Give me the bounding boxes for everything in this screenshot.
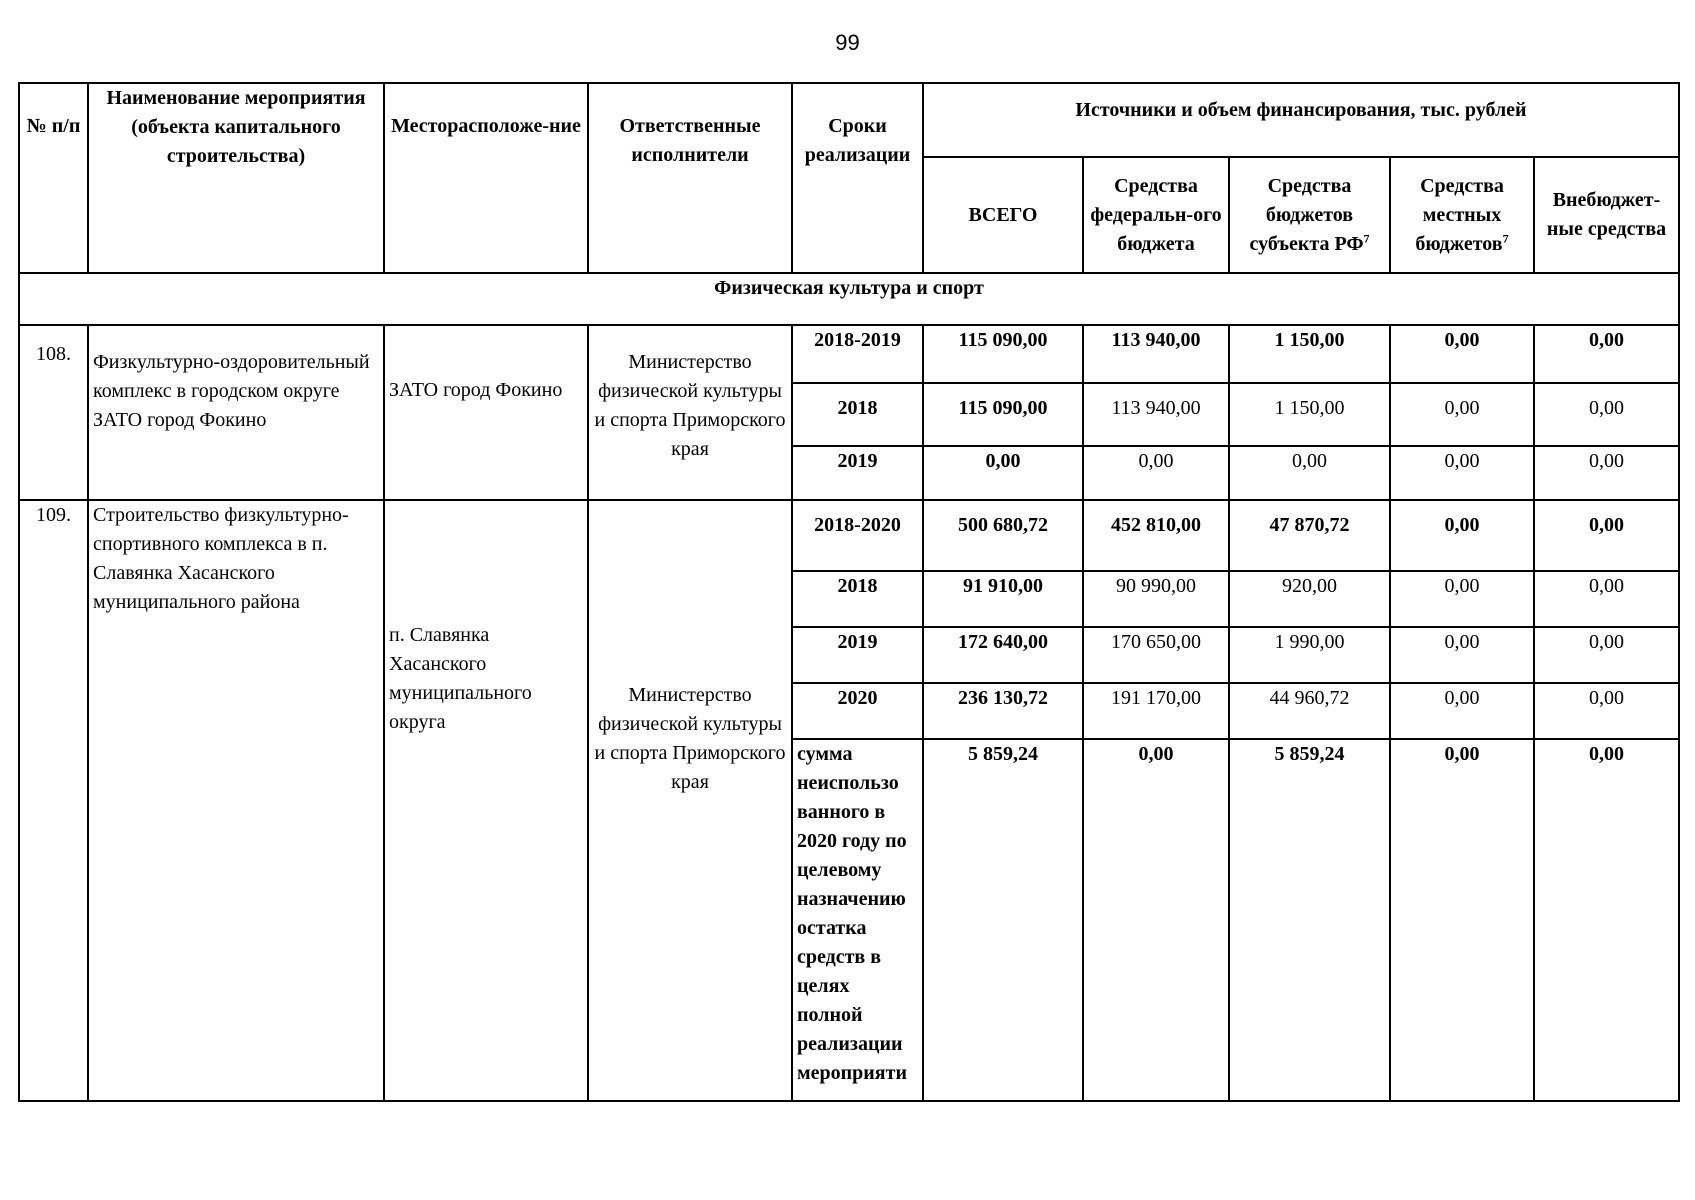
period: 2019 [792, 446, 923, 500]
regional-value: 44 960,72 [1229, 683, 1390, 739]
total-value: 91 910,00 [923, 571, 1083, 627]
extra-value: 0,00 [1534, 683, 1679, 739]
federal-value: 113 940,00 [1083, 383, 1229, 446]
financing-table [18, 82, 1680, 1102]
period: 2018-2019 [792, 325, 923, 383]
event-name: Физкультурно-оздоровительный комплекс в городском округе ЗАТО город Фокино [88, 325, 384, 500]
header-executors: Ответственные исполнители [588, 83, 792, 273]
extra-value: 0,00 [1534, 500, 1679, 571]
local-value: 0,00 [1390, 325, 1534, 383]
federal-value: 90 990,00 [1083, 571, 1229, 627]
event-executor: Министерство физической культуры и спорта Приморского края [588, 500, 792, 1101]
table-row [19, 500, 1679, 571]
local-value: 0,00 [1390, 739, 1534, 1101]
section-title: Физическая культура и спорт [19, 273, 1679, 325]
period: 2018 [792, 383, 923, 446]
header-extra: Внебюджет-ные средства [1534, 157, 1679, 273]
extra-value: 0,00 [1534, 325, 1679, 383]
header-financing: Источники и объем финансирования, тыс. рублей [923, 83, 1679, 157]
period-note: сумма неиспользо ванного в 2020 году по целевому назначению остатка средств в целях полной реализации мероприяти [792, 739, 923, 1101]
header-row-1 [19, 83, 1679, 157]
footnote-marker: 7 [1363, 230, 1370, 245]
event-executor: Министерство физической культуры и спорта Приморского края [588, 325, 792, 500]
federal-value: 0,00 [1083, 739, 1229, 1101]
local-value: 0,00 [1390, 571, 1534, 627]
table-row [19, 325, 1679, 383]
header-federal: Средства федеральн-ого бюджета [1083, 157, 1229, 273]
local-value: 0,00 [1390, 500, 1534, 571]
total-value: 0,00 [923, 446, 1083, 500]
event-location: ЗАТО город Фокино [384, 325, 588, 500]
total-value: 172 640,00 [923, 627, 1083, 683]
regional-value: 1 150,00 [1229, 325, 1390, 383]
header-location: Месторасположе-ние [384, 83, 588, 273]
regional-value: 1 150,00 [1229, 383, 1390, 446]
total-value: 115 090,00 [923, 325, 1083, 383]
period: 2018 [792, 571, 923, 627]
total-value: 5 859,24 [923, 739, 1083, 1101]
federal-value: 0,00 [1083, 446, 1229, 500]
federal-value: 191 170,00 [1083, 683, 1229, 739]
total-value: 236 130,72 [923, 683, 1083, 739]
header-total: ВСЕГО [923, 157, 1083, 273]
header-period: Сроки реализации [792, 83, 923, 273]
federal-value: 170 650,00 [1083, 627, 1229, 683]
local-value: 0,00 [1390, 446, 1534, 500]
extra-value: 0,00 [1534, 739, 1679, 1101]
regional-value: 920,00 [1229, 571, 1390, 627]
local-value: 0,00 [1390, 383, 1534, 446]
federal-value: 113 940,00 [1083, 325, 1229, 383]
extra-value: 0,00 [1534, 446, 1679, 500]
page-number: 99 [835, 30, 860, 55]
federal-value: 452 810,00 [1083, 500, 1229, 571]
header-num: № п/п [19, 83, 88, 273]
period: 2019 [792, 627, 923, 683]
local-value: 0,00 [1390, 627, 1534, 683]
event-name: Строительство физкультурно-спортивного комплекса в п. Славянка Хасанского муниципального района [88, 500, 384, 1101]
header-name: Наименование мероприятия (объекта капитального строительства) [88, 83, 384, 273]
footnote-marker: 7 [1502, 230, 1509, 245]
local-value: 0,00 [1390, 683, 1534, 739]
header-regional: Средства бюджетов субъекта $РФ^7$ [1229, 157, 1390, 273]
regional-value: 5 859,24 [1229, 739, 1390, 1101]
extra-value: 0,00 [1534, 571, 1679, 627]
total-value: 500 680,72 [923, 500, 1083, 571]
regional-value: 47 870,72 [1229, 500, 1390, 571]
period: 2018-2020 [792, 500, 923, 571]
period: 2020 [792, 683, 923, 739]
header-local: Средства местных бюджетов$^7$ [1390, 157, 1534, 273]
extra-value: 0,00 [1534, 383, 1679, 446]
total-value: 115 090,00 [923, 383, 1083, 446]
row-number: 108. [19, 325, 88, 500]
regional-value: 0,00 [1229, 446, 1390, 500]
regional-value: 1 990,00 [1229, 627, 1390, 683]
event-location: п. Славянка Хасанского муниципального округа [384, 500, 588, 1101]
row-number: 109. [19, 500, 88, 1101]
extra-value: 0,00 [1534, 627, 1679, 683]
section-row [19, 273, 1679, 325]
